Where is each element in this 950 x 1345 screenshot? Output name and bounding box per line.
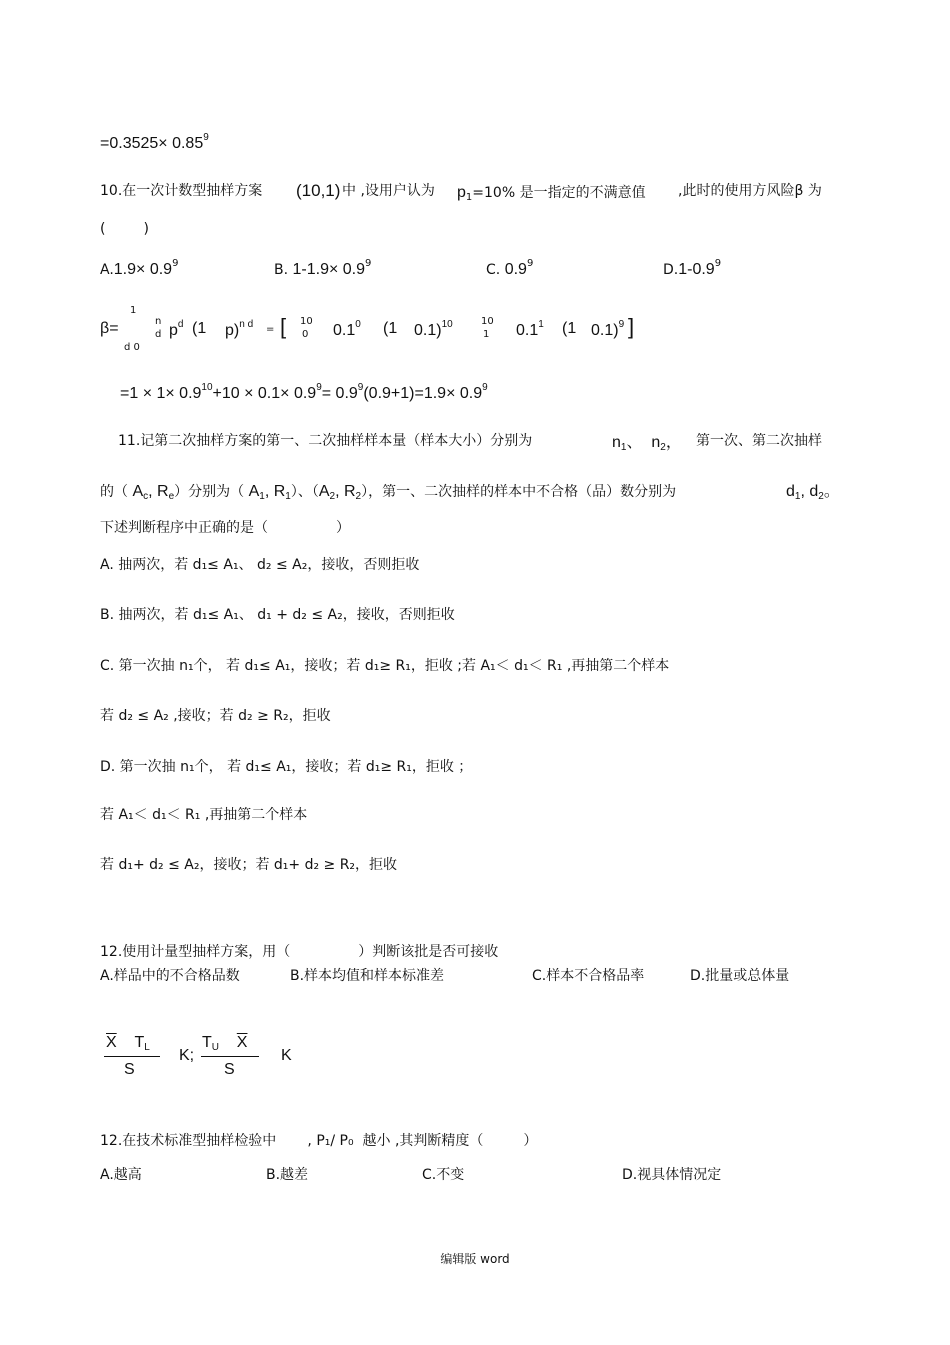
formula-line-top: $=0.3525\times 0.85^9$ [100,132,209,152]
q10-result: $=1 \times 1\times 0.9^{10}+10 \times 0.1\times 0.9^9= 0.9^9(0.9+1)=1.9\times 0.9^9$ [120,382,488,402]
q11-stem-b: 第一次、第二次抽样 [696,433,822,449]
equals: = [266,324,275,335]
question-10-stem: 10.在一次计数型抽样方案 [100,183,263,199]
page-footer: 编辑版 word [440,1252,510,1266]
q12b-option-a: A.越高 [100,1167,142,1183]
k-semicolon: K; [179,1047,195,1064]
one-minus: (1 [192,320,207,337]
comb-bottom: d [155,329,162,340]
q10-p1: $p_1=10\%$ 是一指定的不满意值 [457,184,646,203]
q11-d1-d2: $d_1$, $d_2$。 [786,483,840,502]
comb1-top: 10 [300,316,313,327]
q12b-option-c: C.不变 [422,1167,465,1183]
q11-option-c-line2: 若 d₂ ≤ A₂ ,接收；若 d₂ ≥ R₂，拒收 [100,708,331,724]
q11-option-d-line1: D. 第一次抽 n₁个， 若 d₁≤ A₁，接收；若 d₁≥ R₁，拒收 ； [100,759,473,775]
q12a-option-a: A.样品中的不合格品数 [100,968,240,984]
p-term: $p^d$ [169,319,184,339]
comb2-bottom: 1 [483,329,490,340]
q10-option-c: C. $0.9^9$ [486,258,534,278]
frac2-num: $T_U$ $\overline{X}$ [202,1034,248,1053]
term-3: $0.1^1$ [516,319,544,339]
q11-option-a: A. 抽两次，若 d₁≤ A₁、 d₂ ≤ A₂，接收，否则拒收 [100,557,420,573]
sum-lower: d 0 [124,342,140,353]
comb1-bottom: 0 [302,329,309,340]
q12a-stem: 12.使用计量型抽样方案，用（ ）判断该批是否可接收 [100,944,499,960]
q12b-option-d: D.视具体情况定 [622,1167,722,1183]
frac2-line [201,1056,259,1057]
q10-option-b: B. $1-1.9\times 0.9^9$ [274,258,372,278]
q10-option-d: $D.1-0.9^9$ [663,258,722,278]
comb-top: n [155,316,162,327]
right-bracket: ] [628,314,635,339]
term-4b: 0.1)$^9$ [591,319,625,339]
q12a-option-c: C.样本不合格品率 [532,968,645,984]
q10-text-d: ,此时的使用方风险β 为 [678,183,822,199]
comb2-top: 10 [481,316,494,327]
term-4a: (1 [562,320,577,337]
q11-n1-n2: $n_1$、 $n_2$， [612,434,682,453]
term-2b: 0.1)$^{10}$ [414,319,453,339]
q11-option-d-line3: 若 d₁+ d₂ ≤ A₂，接收；若 d₁+ d₂ ≥ R₂，拒收 [100,857,398,873]
plan-params: (10,1) [296,181,341,200]
p2-term: p)$^{n d}$ [225,319,254,339]
term-2a: (1 [383,320,398,337]
q11-option-c-line1: C. 第一次抽 n₁个， 若 d₁≤ A₁，接收；若 d₁≥ R₁，拒收 ;若 A₁＜ d₁＜ R₁ ,再抽第二个样本 [100,658,670,674]
sum-upper: 1 [130,305,137,316]
frac1-num: $\overline{X}$ $T_L$ [106,1034,150,1053]
q12b-stem: 12.在技术标准型抽样检验中 , P₁/ P₀ 越小 ,其判断精度（ ） [100,1133,538,1149]
q12a-option-d: D.批量或总体量 [690,968,790,984]
q12b-option-b: B.越差 [266,1167,309,1183]
q11-option-b: B. 抽两次，若 d₁≤ A₁、 d₁ + d₂ ≤ A₂，接收，否则拒收 [100,607,455,623]
q11-option-d-line2: 若 A₁＜ d₁＜ R₁ ,再抽第二个样本 [100,807,308,823]
q12a-option-b: B.样本均值和样本标准差 [290,968,445,984]
q11-stem-a: 11.记第二次抽样方案的第一、二次抽样样本量（样本大小）分别为 [118,433,533,449]
beta-symbol: β= [100,320,119,337]
q11-line2: 的（ $A_c$, $R_e$）分别为（ $A_1$, $R_1$）、（$A_2$, $R_2$），第一、二次抽样的样本中不合格（品）数分别为 [100,483,677,502]
term-1: $0.1^0$ [333,319,361,339]
frac1-line [104,1056,160,1057]
q11-line3: 下述判断程序中正确的是（ ） [100,520,350,536]
frac2-den: S [224,1061,235,1078]
frac1-den: S [124,1061,135,1078]
k-right: K [281,1047,292,1064]
q10-text-b: 中 ,设用户认为 [342,183,435,199]
q10-option-a: $A.1.9\times 0.9^9$ [100,258,179,278]
left-bracket: [ [280,314,287,339]
q10-answer-paren: ( ) [100,221,149,237]
